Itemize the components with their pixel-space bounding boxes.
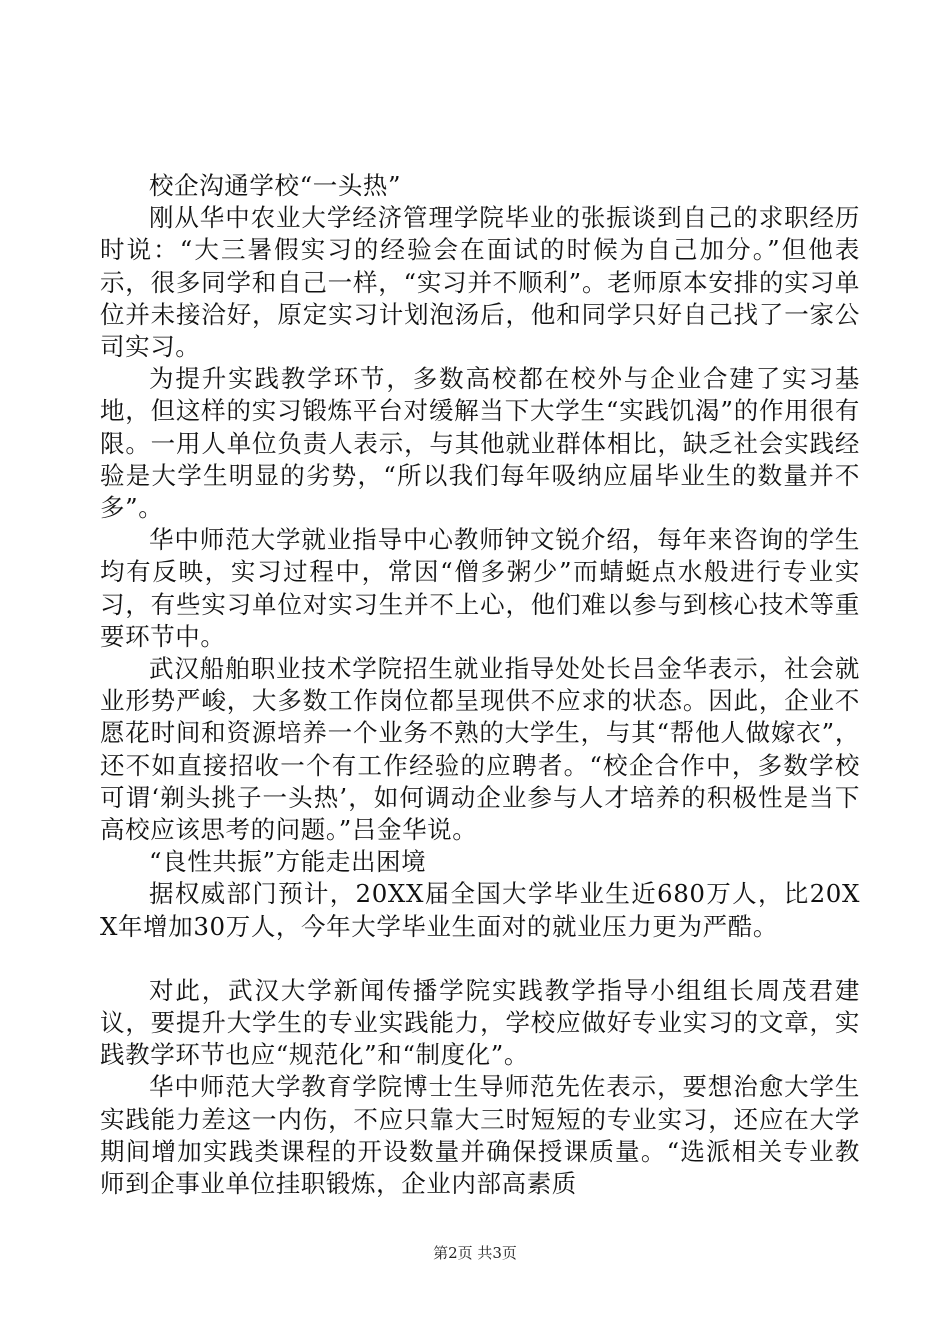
paragraph-zhou-maojun: 对此，武汉大学新闻传播学院实践教学指导小组组长周茂君建议，要提升大学生的专业实践能力，学校应做好专业实习的文章，实践教学环节也应“规范化”和“制度化”。	[100, 975, 860, 1070]
paragraph-graduate-forecast: 据权威部门预计，20XX届全国大学毕业生近680万人，比20XX年增加30万人，今年大学毕业生面对的就业压力更为严酷。	[100, 879, 860, 941]
paragraph-fan-xianzuo: 华中师范大学教育学院博士生导师范先佐表示，要想治愈大学生实践能力差这一内伤，不应只靠大三时短短的专业实习，还应在大学期间增加实践类课程的开设数量并确保授课质量。“选派相关专业教师到企事业单位挂职锻炼，企业内部高素质	[100, 1072, 860, 1199]
document-body	[100, 170, 860, 1200]
section-heading-resonance: “良性共振”方能走出困境	[149, 847, 427, 877]
page-number-footer: 第2页 共3页	[433, 1244, 517, 1262]
paragraph-zhong-wenrui: 华中师范大学就业指导中心教师钟文锐介绍，每年来咨询的学生均有反映，实习过程中，常因“僧多粥少”而蜻蜓点水般进行专业实习，有些实习单位对实习生并不上心，他们难以参与到核心技术等重要环节中。	[100, 525, 860, 651]
paragraph-lv-jinhua: 武汉船舶职业技术学院招生就业指导处处长吕金华表示，社会就业形势严峻，大多数工作岗位都呈现供不应求的状态。因此，企业不愿花时间和资源培养一个业务不熟的大学生，与其“帮他人做嫁衣”，还不如直接招收一个有工作经验的应聘者。“校企合作中，多数学校可谓‘剃头挑子一头热’，如何调动企业参与人才培养的积极性是当下高校应该思考的问题。”吕金华说。	[100, 654, 860, 845]
section-heading-school-enterprise: 校企沟通学校“一头热”	[149, 171, 402, 200]
paragraph-practice-base: 为提升实践教学环节，多数高校都在校外与企业合建了实习基地，但这样的实习锻炼平台对缓解当下大学生“实践饥渴”的作用很有限。一用人单位负责人表示，与其他就业群体相比，缺乏社会实践经验是大学生明显的劣势，“所以我们每年吸纳应届毕业生的数量并不多”。	[100, 364, 860, 523]
paragraph-zhang-zhen: 刚从华中农业大学经济管理学院毕业的张振谈到自己的求职经历时说：“大三暑假实习的经验会在面试的时候为自己加分。”但他表示，很多同学和自己一样，“实习并不顺利”。老师原本安排的实习单位并未接洽好，原定实习计划泡汤后，他和同学只好自己找了一家公司实习。	[100, 203, 860, 362]
